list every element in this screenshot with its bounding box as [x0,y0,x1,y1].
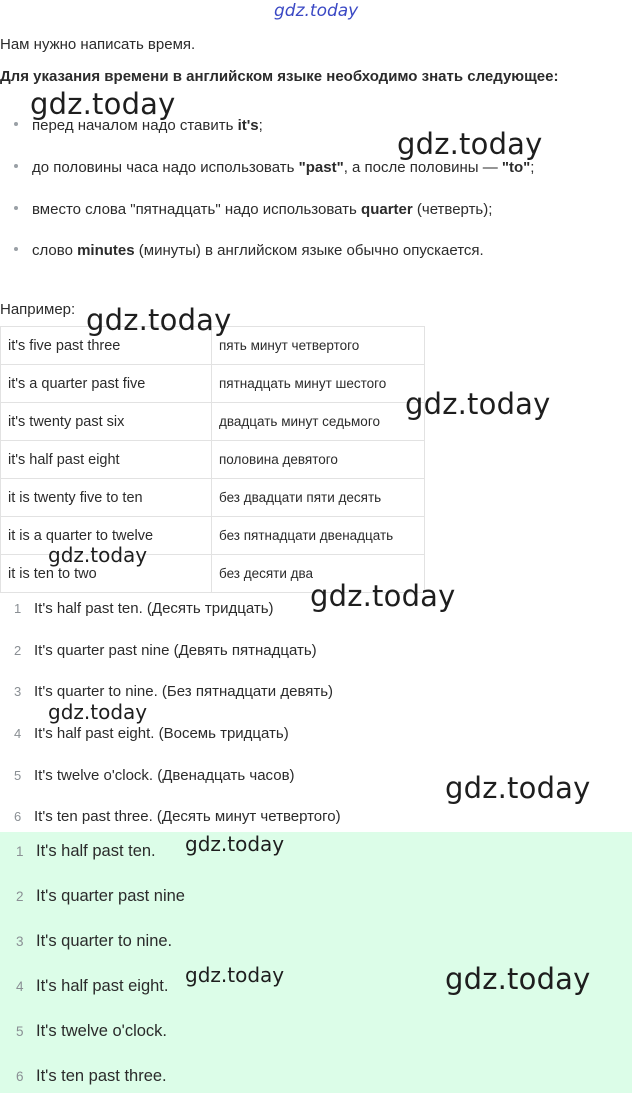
watermark: gdz.today [30,87,176,121]
bullet-icon [14,122,18,126]
watermark: gdz.today [185,832,285,856]
watermark: gdz.today [445,771,591,805]
table-cell-en: it's twenty past six [1,403,212,441]
bullet-icon [14,206,18,210]
watermark: gdz.today [185,963,285,987]
watermark: gdz.today [405,387,551,421]
table-cell-ru: без пятнадцати двенадцать [212,517,425,555]
bullet-icon [14,247,18,251]
watermark: gdz.today [445,962,591,996]
watermark-top: gdz.today [274,1,359,21]
table-cell-en: it's half past eight [1,441,212,479]
answer-item: 5 It's twelve o'clock. [16,1022,168,1040]
answer-item: 6 It's ten past three. [16,1067,167,1085]
rule-item: слово minutes (минуты) в английском языке обычно опускается. [14,242,484,259]
list-item: 2 It's quarter past nine (Девять пятнадцать) [14,642,317,659]
bullet-icon [14,164,18,168]
table-cell-en: it is ten to two [1,555,212,593]
table-cell-ru: половина девятого [212,441,425,479]
table-cell-en: it's a quarter past five [1,365,212,403]
table-row [1,365,425,403]
answer-item: 2 It's quarter past nine [16,887,185,905]
list-item: 4 It's half past eight. (Восемь тридцать) [14,725,289,742]
watermark: gdz.today [48,700,148,724]
example-label: Например: [0,301,76,318]
list-item: 1 It's half past ten. (Десять тридцать) [14,600,274,617]
table-cell-en: it is twenty five to ten [1,479,212,517]
answer-item: 1 It's half past ten. [16,842,156,860]
rule-item: вместо слова "пятнадцать" надо использовать quarter (четверть); [14,201,492,218]
table-cell-ru: пять минут четвертого [212,327,425,365]
table-cell-en: it's five past three [1,327,212,365]
watermark: gdz.today [310,579,456,613]
list-item: 6 It's ten past three. (Десять минут четвертого) [14,808,341,825]
table-row [1,479,425,517]
table-cell-ru: двадцать минут седьмого [212,403,425,441]
rule-item: перед началом надо ставить it's; [14,117,263,134]
intro-text: Нам нужно написать время. [0,36,196,53]
table-cell-ru: пятнадцать минут шестого [212,365,425,403]
answer-item: 4 It's half past eight. [16,977,169,995]
table-cell-ru: без десяти два [212,555,425,593]
list-item: 5 It's twelve o'clock. (Двенадцать часов) [14,767,295,784]
answer-item: 3 It's quarter to nine. [16,932,173,950]
table-row [1,403,425,441]
rules-heading: Для указания времени в английском языке необходимо знать следующее: [0,68,559,85]
watermark: gdz.today [48,543,148,567]
list-item: 3 It's quarter to nine. (Без пятнадцати девять) [14,683,334,700]
table-row [1,441,425,479]
watermark: gdz.today [86,303,232,337]
table-cell-en: it is a quarter to twelve [1,517,212,555]
rule-item: до половины часа надо использовать "past", а после половины — "to"; [14,159,534,176]
watermark: gdz.today [397,127,543,161]
table-cell-ru: без двадцати пяти десять [212,479,425,517]
